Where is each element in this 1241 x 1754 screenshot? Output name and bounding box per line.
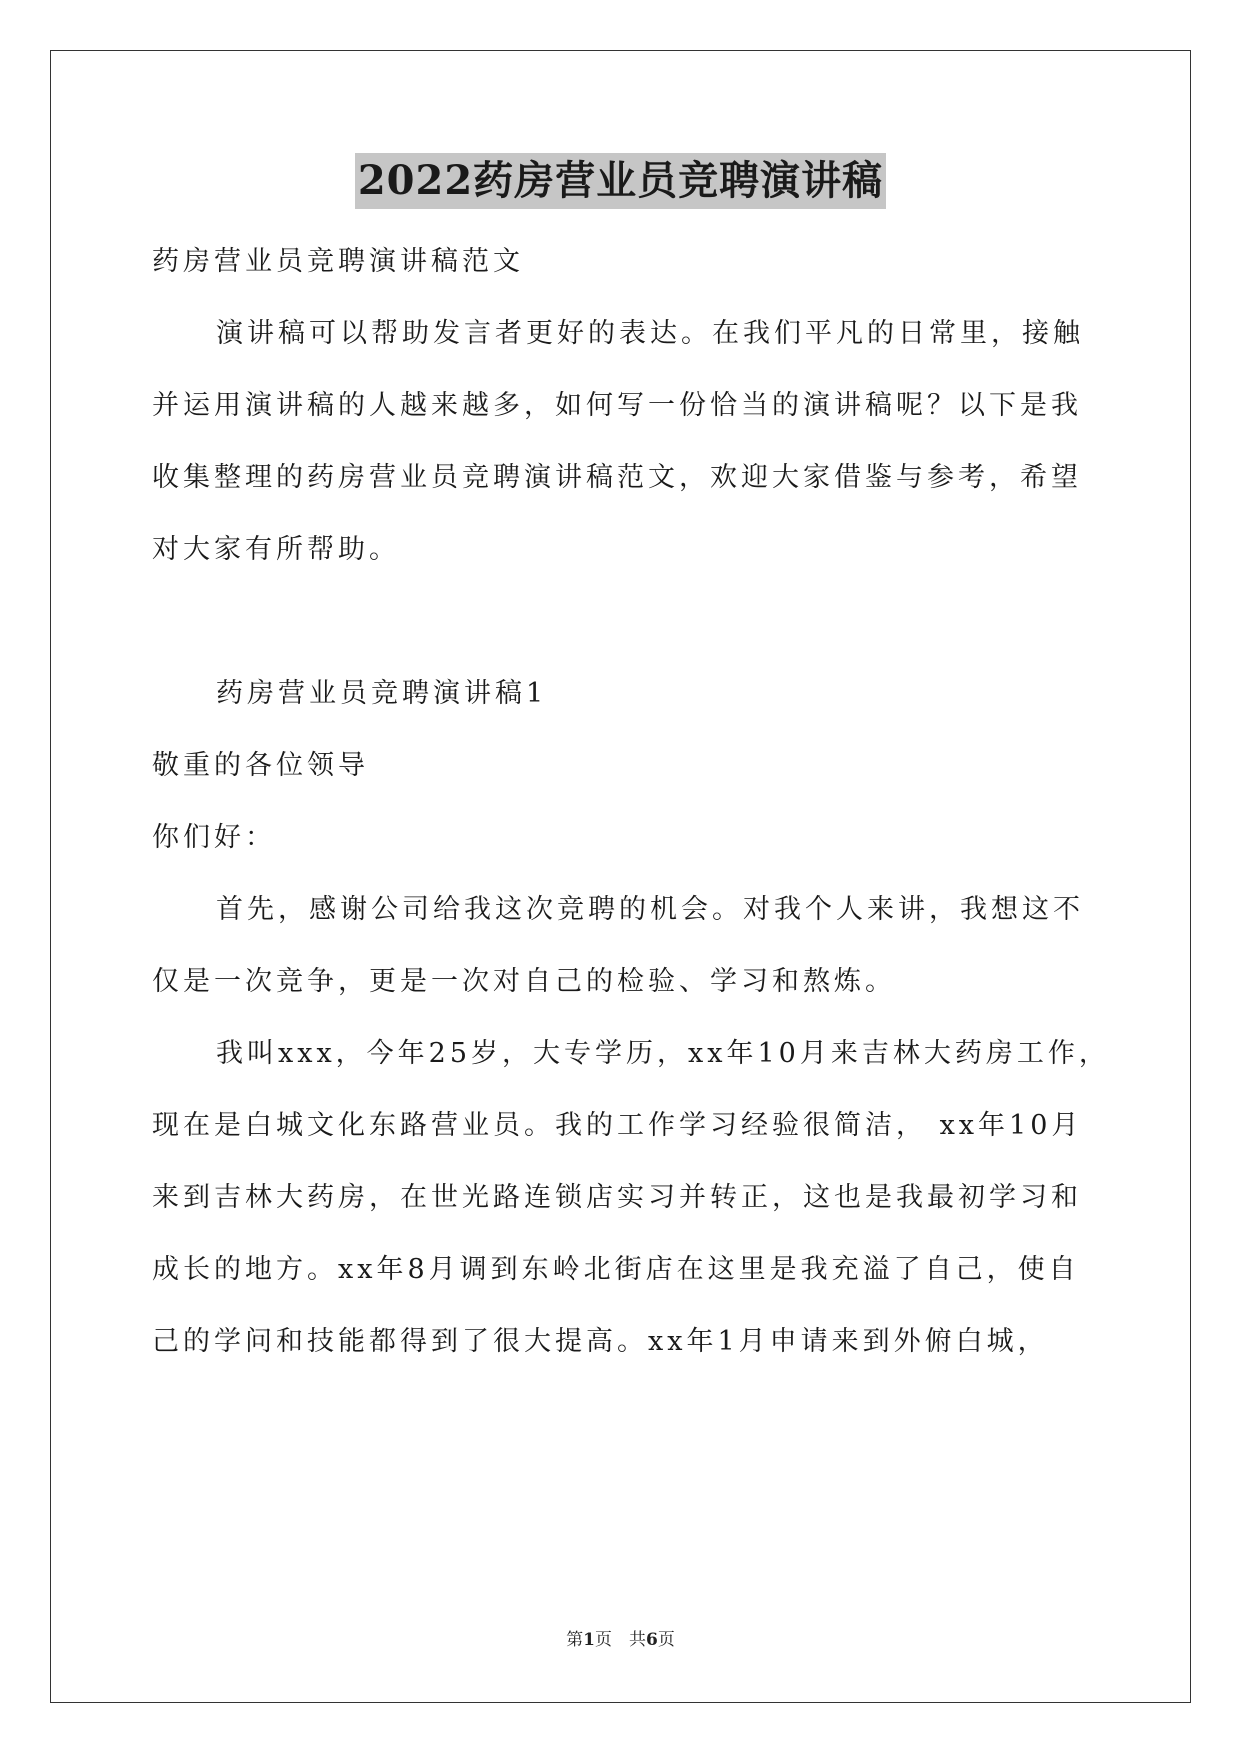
body-line: 成长的地方。xx年8月调到东岭北街店在这里是我充溢了自己，使自 <box>152 1254 1080 1285</box>
body-line: 首先，感谢公司给我这次竞聘的机会。对我个人来讲，我想这不 <box>216 894 1084 925</box>
title-container <box>0 153 1241 209</box>
greeting-line: 你们好： <box>152 822 276 853</box>
page-border <box>50 50 1191 1703</box>
body-line: 对大家有所帮助。 <box>152 534 400 565</box>
body-line: 己的学问和技能都得到了很大提高。xx年1月申请来到外俯白城， <box>152 1326 1049 1357</box>
current-page-number: 1 <box>583 1630 595 1650</box>
body-line: 仅是一次竞争，更是一次对自己的检验、学习和熬炼。 <box>152 966 896 997</box>
body-line: 我叫xxx，今年25岁，大专学历，xx年10月来吉林大药房工作， <box>216 1038 1110 1069</box>
body-line: 收集整理的药房营业员竞聘演讲稿范文，欢迎大家借鉴与参考，希望 <box>152 462 1082 493</box>
total-page-number: 6 <box>646 1630 658 1650</box>
body-line: 现在是白城文化东路营业员。我的工作学习经验很简洁， xx年10月 <box>152 1110 1083 1141</box>
subtitle-line: 药房营业员竞聘演讲稿范文 <box>152 246 524 277</box>
salutation-line: 敬重的各位领导 <box>152 750 369 781</box>
footer-mid: 页 共 <box>595 1630 646 1650</box>
footer-prefix: 第 <box>566 1630 584 1650</box>
body-line: 演讲稿可以帮助发言者更好的表达。在我们平凡的日常里，接触 <box>216 318 1084 349</box>
page-number-footer <box>0 1628 1241 1652</box>
body-line: 来到吉林大药房，在世光路连锁店实习并转正，这也是我最初学习和 <box>152 1182 1082 1213</box>
document-title: 2022药房营业员竞聘演讲稿 <box>355 153 886 209</box>
section-heading: 药房营业员竞聘演讲稿1 <box>216 678 548 709</box>
body-line: 并运用演讲稿的人越来越多，如何写一份恰当的演讲稿呢？以下是我 <box>152 390 1082 421</box>
footer-suffix: 页 <box>657 1630 675 1650</box>
